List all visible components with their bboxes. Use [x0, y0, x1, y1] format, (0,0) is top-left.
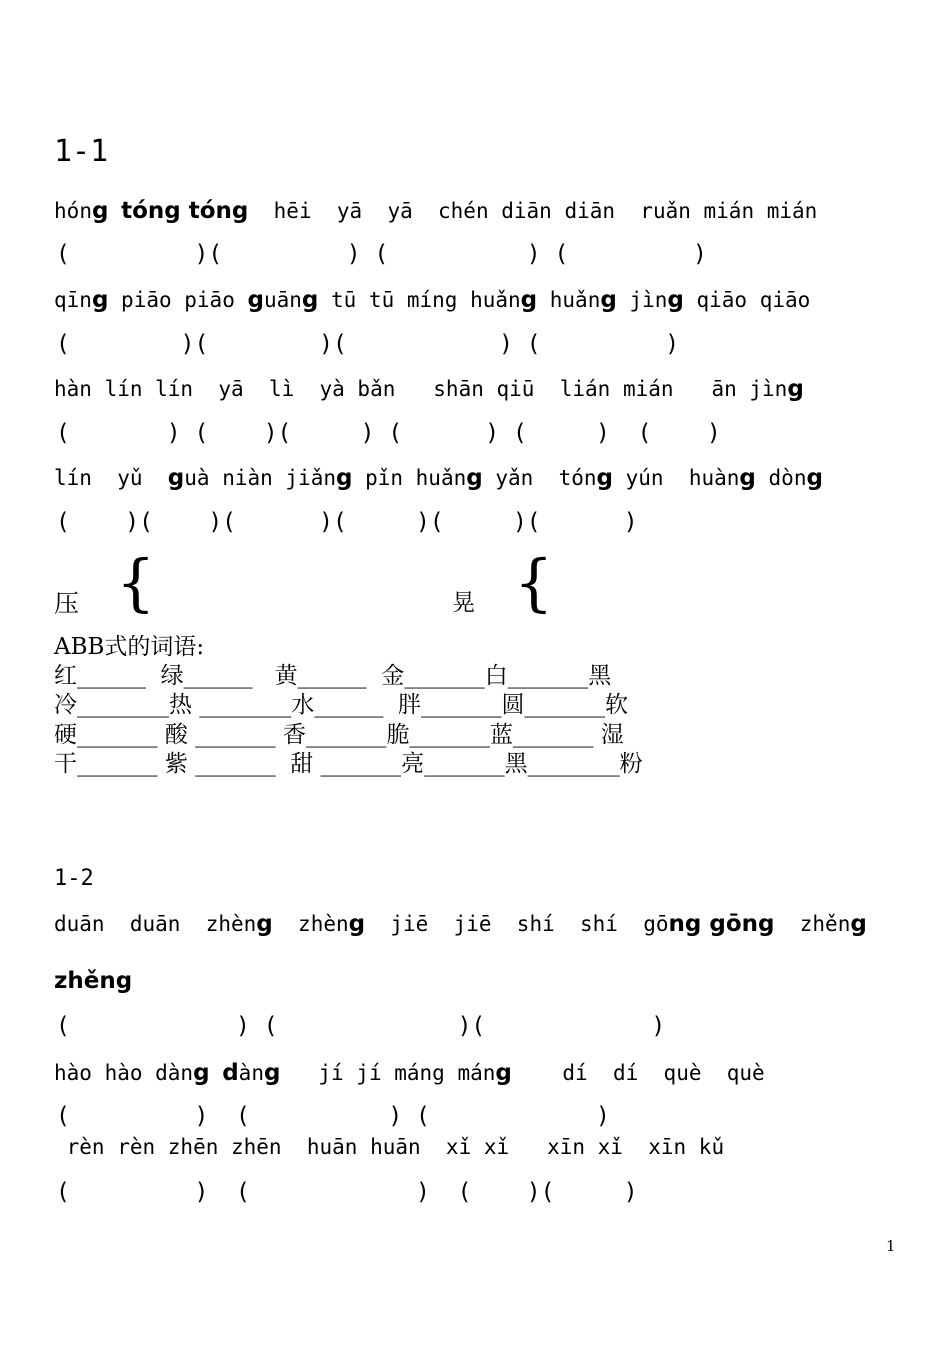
pinyin-line-wrap: zhěng [54, 968, 133, 994]
pinyin-line: duān duān zhèng zhèng jiē jiē shí shí gōng gōng zhěng [54, 911, 867, 937]
answer-parentheses: ( ) ( ) ( ) [56, 1103, 610, 1129]
abb-row: 硬_______ 酸 _______ 香_______脆_______蓝_______ 湿 [54, 722, 624, 748]
abb-row: 干_______ 紫 _______ 甜 _______亮_______黑________粉 [54, 751, 643, 777]
polyphone-char-ya: 压 [54, 589, 80, 618]
polyphone-char-huang: 晃 [452, 590, 475, 616]
section-heading-1-2: 1-2 [54, 866, 94, 891]
pinyin-line: rèn rèn zhēn zhēn huān huān xǐ xǐ xīn xǐ xīn kǔ [54, 1135, 725, 1159]
pinyin-line: hàn lín lín yā lì yà bǎn shān qiū lián mián ān jìng [54, 376, 804, 402]
left-brace: { [116, 546, 156, 619]
answer-parentheses: ( ) ( )( ) ( ) ( ) ( ) [56, 420, 721, 446]
answer-parentheses: ( ) ( ) ( )( ) [56, 1179, 638, 1205]
answer-parentheses: ( ) ( )( ) [56, 1013, 666, 1039]
pinyin-line: hào hào dàng dàng jí jí máng máng dí dí què què [54, 1060, 765, 1086]
abb-row: 冷________热 ________水______ 胖_______圆_______软 [54, 692, 628, 718]
answer-parentheses: ( )( )( ) ( ) [56, 331, 680, 357]
pinyin-line: lín yǔ guà niàn jiǎng pǐn huǎng yǎn tóng yún huàng dòng [54, 465, 823, 491]
pinyin-line: hóng tóng tóng hēi yā yā chén diān diān ruǎn mián mián [54, 198, 818, 224]
page-number: 1 [886, 1237, 896, 1255]
abb-row: 红______ 绿______ 黄______ 金_______白_______黑 [54, 663, 612, 689]
left-brace: { [514, 546, 554, 619]
abb-title: ABB式的词语: [54, 634, 205, 660]
answer-parentheses: ( )( ) ( ) ( ) [56, 241, 707, 267]
pinyin-line: qīng piāo piāo guāng tū tū míng huǎng huǎng jìng qiāo qiāo [54, 287, 811, 313]
answer-parentheses: ( )( )( )( )( )( ) [56, 509, 638, 535]
section-heading-1-1: 1-1 [54, 134, 109, 169]
